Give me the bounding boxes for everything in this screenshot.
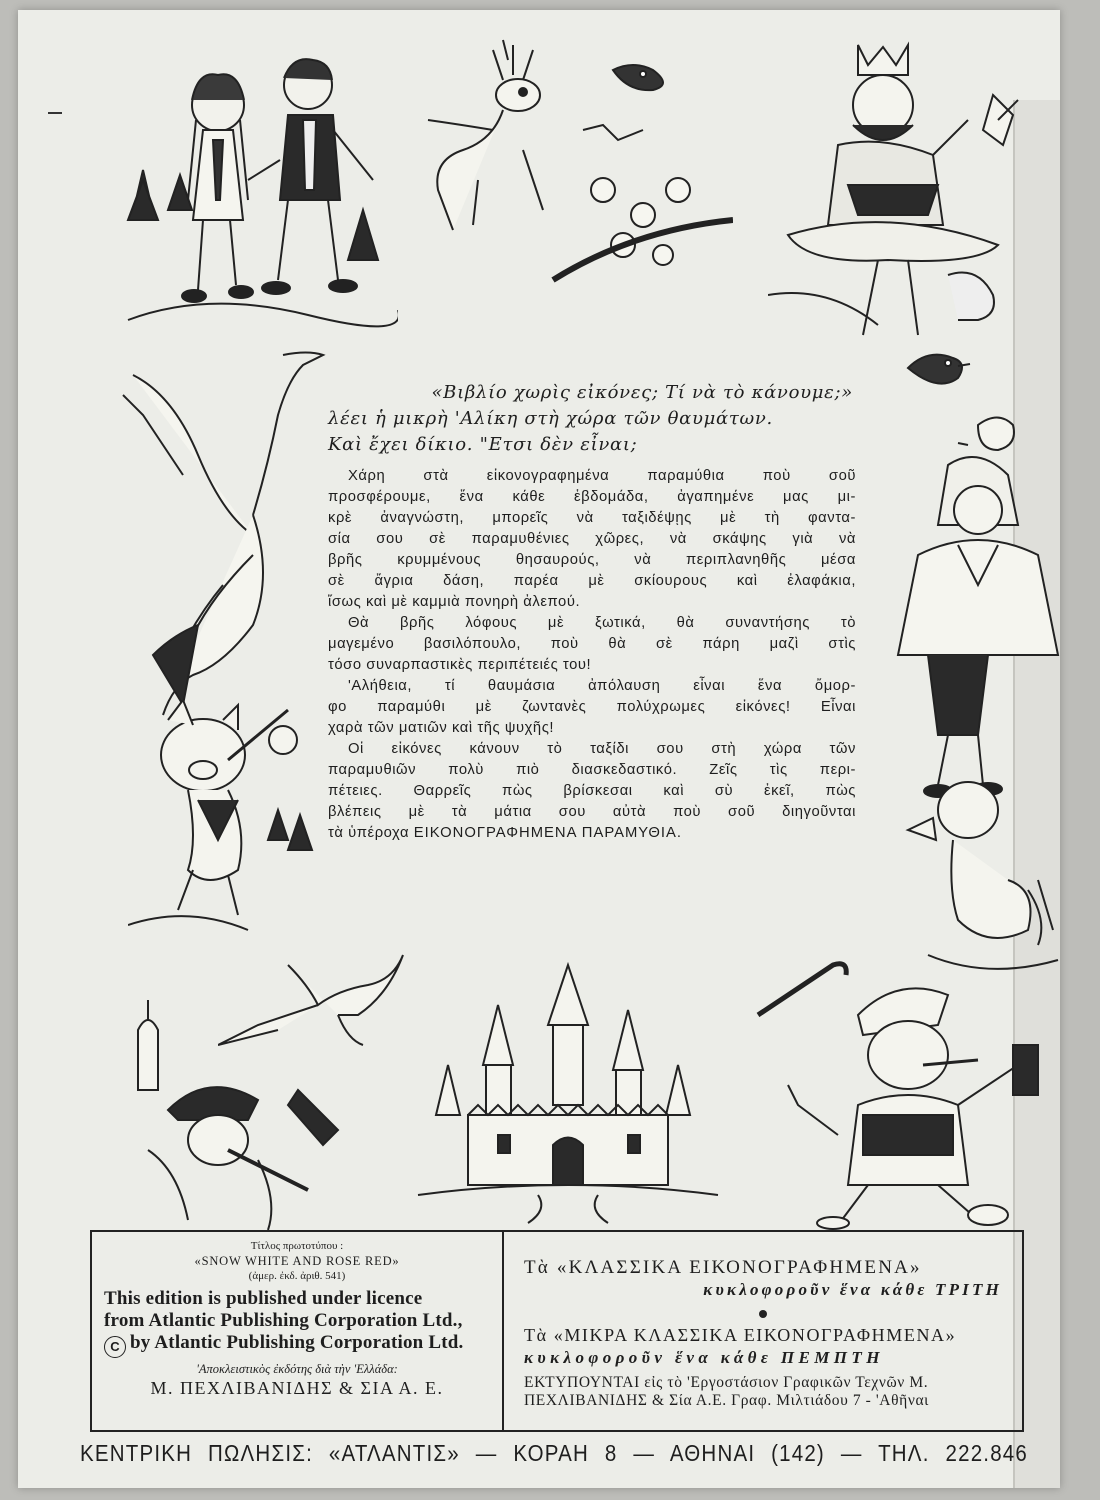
- text-line: χαρὰ τῶν ματιῶν καὶ τῆς ψυχῆς!: [328, 720, 555, 736]
- central-sales-line: ΚΕΝΤΡΙΚΗ ΠΩΛΗΣΙΣ: «ΑΤΛΑΝΤΙΣ» — ΚΟΡΑΗ 8 — ΑΘΗΝΑΙ (142) — ΤΗΛ. 222.846: [80, 1440, 1028, 1467]
- original-title-label: Τίτλος πρωτοτύπου :: [250, 1240, 344, 1252]
- text-line: παραμυθιῶν πολὺ πιὸ διασκεδαστικό. Ζεῖς τὶς περι-: [328, 762, 856, 778]
- mikra-title: Τὰ «ΜΙΚΡΑ ΚΛΑΣΣΙΚΑ ΕΙΚΟΝΟΓΡΑΦΗΜΕΝΑ»: [524, 1325, 957, 1345]
- illustration-castle: [408, 955, 728, 1225]
- text-line: βρῆς κρυμμένους θησαυρούς, νὰ περιπλανηθῆς μέσα: [328, 552, 856, 568]
- paragraph-4: [328, 739, 856, 844]
- paragraph-2: [328, 613, 856, 676]
- text-line: Θὰ βρῆς λόφους μὲ ξωτικά, θὰ συναντήσης τὸ: [348, 615, 856, 631]
- body-text: [328, 466, 856, 844]
- illustration-duck: [888, 770, 1060, 980]
- closing-highlight: ΕΙΚΟΝΟΓΡΑΦΗΜΕΝΑ ΠΑΡΑΜΥΘΙΑ.: [413, 825, 682, 841]
- illustration-flute-player: [108, 1000, 348, 1230]
- text-line: τόσο συναρπαστικὲς περιπέτειές του!: [328, 657, 592, 673]
- publisher-name: Μ. ΠΕΧΛΙΒΑΝΙΔΗΣ & ΣΙΑ Α. Ε.: [150, 1378, 444, 1398]
- text-line: βλέπεις μὲ τὰ μάτια σου αὐτὰ ποὺ σοῦ διηγοῦνται: [328, 804, 856, 820]
- mikra-day: κυκλοφοροῦν ἕνα κάθε ΠΕΜΠΤΗ: [524, 1348, 884, 1367]
- illustration-girl-with-bird: [858, 405, 1060, 805]
- issue-number: (ἀμερ. ἐκδ. ἀριθ. 541): [248, 1270, 346, 1282]
- intro-quote: [328, 380, 853, 458]
- text-line: μαγεμένο βασιλόπουλο, ποὺ θὰ σὲ πάρη μαζὶ στὶς: [328, 636, 856, 652]
- illustration-deer-and-flowers: [403, 30, 733, 290]
- klassika-day: κυκλοφοροῦν ἕνα κάθε ΤΡΙΤΗ: [703, 1280, 1002, 1299]
- pencil-mark: [48, 112, 62, 114]
- paragraph-1: [328, 466, 856, 613]
- text-line: προσφέρουμε, ἕνα κάθε ἑβδομάδα, ἀγαπημένε μας μι-: [328, 489, 856, 505]
- klassika-title: Τὰ «ΚΛΑΣΣΙΚΑ ΕΙΚΟΝΟΓΡΑΦΗΜΕΝΑ»: [524, 1257, 922, 1278]
- magazine-page: [18, 10, 1060, 1488]
- illustration-king-on-mushroom: [768, 35, 1028, 355]
- text-line: Οἱ εἰκόνες κάνουν τὸ ταξίδι σου στὴ χώρα τῶν: [348, 741, 856, 757]
- license-line-1: This edition is published under licence: [104, 1288, 423, 1309]
- text-line: σὲ ἄγρια δάση, παρέα μὲ σκίουρους καὶ ἐλαφάκια,: [328, 573, 856, 589]
- copyright-icon: C: [104, 1336, 126, 1358]
- illustration-children-in-forest: [108, 30, 398, 330]
- intro-line-2: λέει ἡ μικρὴ 'Αλίκη στὴ χώρα τῶν θαυμάτων.: [328, 408, 773, 429]
- original-title: «SNOW WHITE AND ROSE RED»: [194, 1254, 400, 1268]
- printed-line-2: ΠΕΧΛΙΒΑΝΙΔΗΣ & Σία Α.Ε. Γραφ. Μιλτιάδου 7 - 'Αθῆναι: [524, 1392, 929, 1409]
- series-panel: [504, 1232, 1022, 1430]
- illustration-swan: [103, 335, 333, 725]
- license-line-3-row: [104, 1332, 490, 1358]
- intro-line-1: «Βιβλίο χωρὶς εἰκόνες; Τί νὰ τὸ κάνουμε;»: [431, 382, 853, 403]
- text-line: ἴσως καὶ μὲ καμμιὰ πονηρὴ ἀλεπού.: [328, 594, 581, 610]
- separator-dot: [759, 1310, 767, 1318]
- license-line-3: by Atlantic Publishing Corporation Ltd.: [130, 1332, 464, 1353]
- imprint-box: [90, 1230, 1024, 1432]
- text-line: [328, 823, 856, 844]
- license-panel: [92, 1232, 504, 1430]
- paragraph-3: [328, 676, 856, 739]
- text-line: 'Αλήθεια, τί θαυμάσια ἀπόλαυση εἶναι ἕνα ὄμορ-: [348, 678, 856, 694]
- closing-prefix: τὰ ὑπέροχα: [328, 825, 410, 841]
- text-line: κρὲ ἀναγνώστη, μπορεῖς νὰ ταξιδέψῃς μὲ τὴ φαντα-: [328, 510, 856, 526]
- license-line-2: from Atlantic Publishing Corporation Ltd.,: [104, 1310, 463, 1331]
- text-line: Χάρη στὰ εἰκονογραφημένα παραμύθια ποὺ σοῦ: [348, 468, 856, 484]
- illustration-pig-with-bindle: [128, 700, 338, 940]
- text-line: πέτειες. Θαρρεῖς πὼς βρίσκεσαι καὶ σὺ ἐκεῖ, πὼς: [328, 783, 856, 799]
- printed-line-1: ΕΚΤΥΠΟΥΝΤΑΙ εἰς τὸ 'Εργοστάσιον Γραφικῶν Τεχνῶν Μ.: [524, 1374, 929, 1391]
- text-line: φο παραμύθι μὲ ζωντανὲς πολύχρωμες εἰκόνες! Εἶναι: [328, 699, 856, 715]
- illustration-small-bird: [898, 338, 978, 398]
- intro-line-3: Καὶ ἔχει δίκιο. "Ετσι δὲν εἶναι;: [328, 434, 638, 455]
- illustration-boy-with-candy-cane: [738, 955, 1058, 1230]
- exclusive-publisher-label: 'Αποκλειστικὸς ἐκδότης διὰ τὴν 'Ελλάδα:: [196, 1362, 398, 1376]
- text-line: σία σου σὲ παραμυθένιες χῶρες, νὰ σκάψης γιὰ νὰ: [328, 531, 856, 547]
